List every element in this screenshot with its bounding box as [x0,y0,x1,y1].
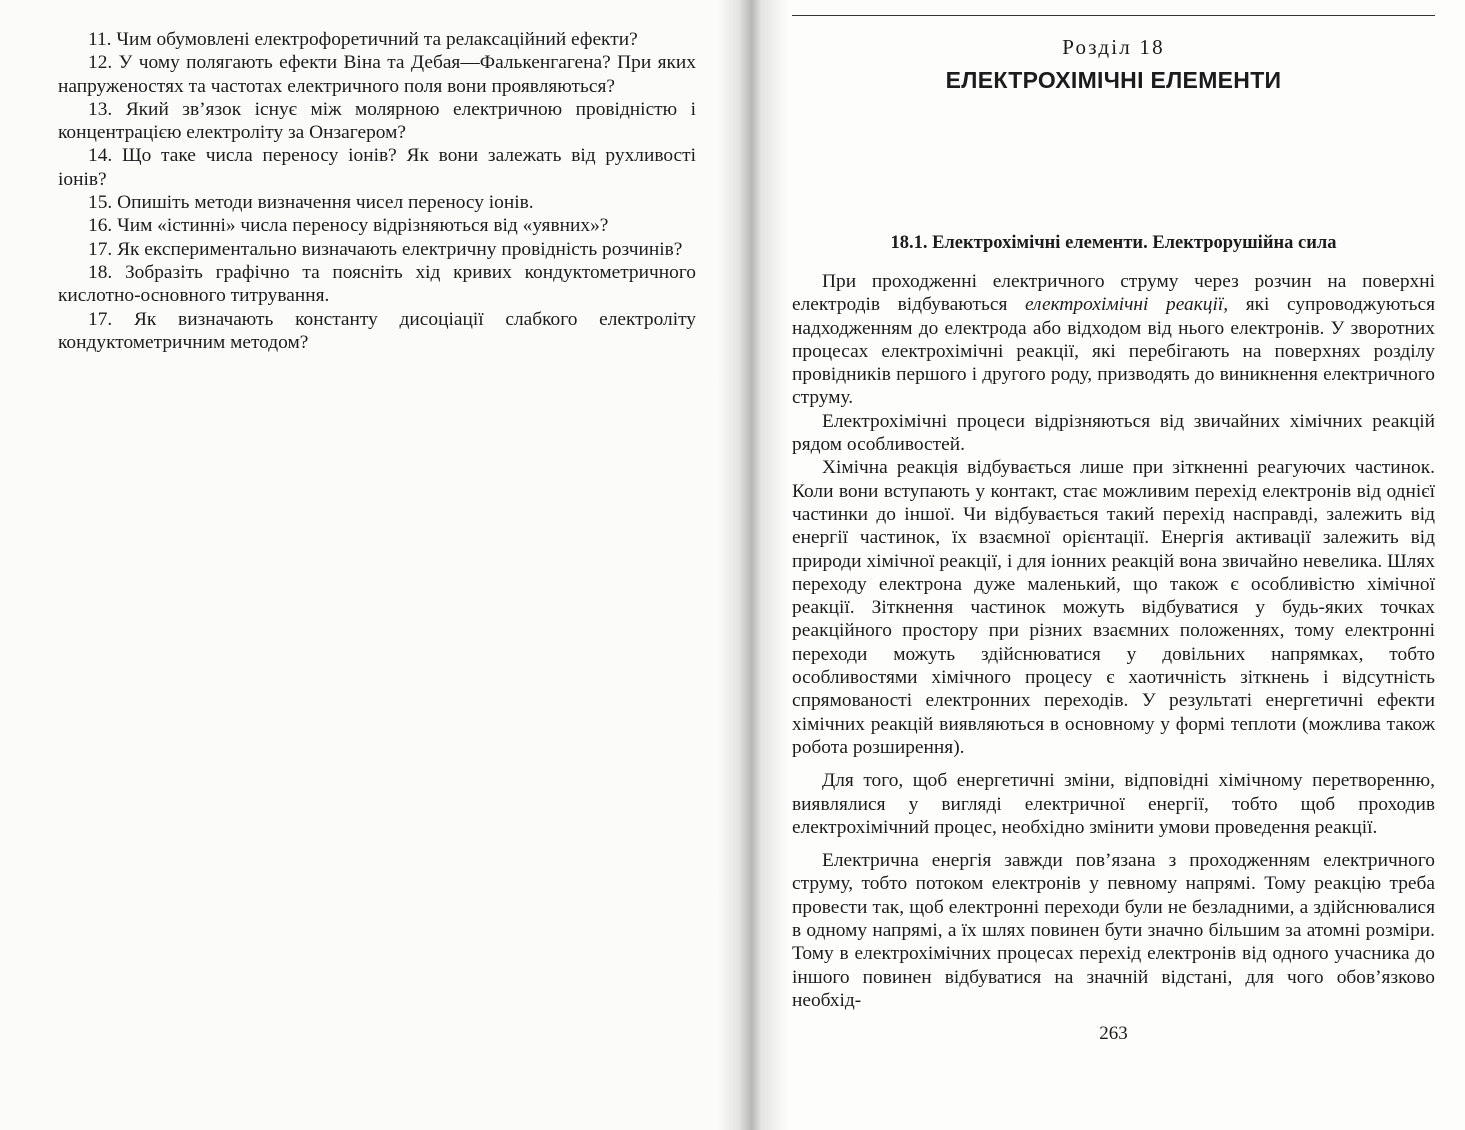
subsection-title: 18.1. Електрохімічні елементи. Електрорушійна сила [890,233,1337,253]
paragraph-1-start: При проходженні електричного струму через розчин на поверхні електродів відбуваються [792,271,1435,316]
question-17-second: 17. Як визначають константу дисоціації слабкого електроліту кондуктометричним методом? [58,308,696,353]
paragraph-1 [792,270,1435,410]
question-15: 15. Опишіть методи визначення чисел переносу іонів. [88,192,534,214]
right-page [735,0,1465,1130]
paragraph-2: Електрохімічні процеси відрізняються від звичайних хімічних реакцій рядом особливостей. [792,410,1435,456]
chapter-title: ЕЛЕКТРОХІМІЧНІ ЕЛЕМЕНТИ [945,67,1282,93]
paragraph-3: Хімічна реакція відбувається лише при зіткненні реагуючих частинок. Коли вони вступають у контакт, стає можливим перехід електронів від однієї частинки до іншої. Чи відбувається такий перехід насправді, залежить від енергії частинок, їх взаємної орієнтації. Енергія активації залежить від природи хімічної реакції, і для іонних реакцій вона звичайно невелика. Шлях переходу електрона дуже маленький, що також є особливістю хімічної реакції. Зіткнення частинок можуть відбуватися у будь-яких точках реакційного простору при різних взаємних положеннях, тому електронні переходи можуть здійснюватися у довільних напрямках, тобто особливостями хімічного процесу є хаотичність зіткнень і відсутність спрямованості електронних переходів. У результаті енергетичні ефекти хімічних реакцій виявляються в основному у формі теплоти (можлива також робота розширення). [792,457,1435,758]
section-label: Розділ 18 [1062,35,1165,59]
question-17: 17. Як експериментально визначають електричну провідність розчинів? [88,238,683,260]
question-12: 12. У чому полягають ефекти Віна та Дебая—Фалькенгагена? При яких напруженостях та частотах електричного поля вони проявляються? [58,52,696,97]
paragraph-1-end: які супроводжуються надходженням до електрода або відходом від нього електронів. У зворотних процесах електрохімічні реакції, які перебігають на поверхнях розділу провідників першого і другого роду, призводять до виникнення електричного струму. [792,294,1435,409]
header-rule [792,15,1435,16]
question-16: 16. Чим «істинні» числа переносу відрізняються від «уявних»? [88,215,609,237]
question-14: 14. Що таке числа переносу іонів? Як вони залежать від рухливості іонів? [58,145,696,190]
term-electrochemical-reactions: електрохімічні реакції, [1024,294,1229,316]
review-questions [58,28,696,354]
paragraph-4: Для того, щоб енергетичні зміни, відповідні хімічному перетворенню, виявлялися у вигляді електричної енергії, тобто щоб проходив електрохімічний процес, необхідно змінити умови проведення реакції. [792,770,1435,838]
page-number: 263 [1099,1023,1128,1045]
paragraph-5: Електрична енергія завжди пов’язана з проходженням електричного струму, тобто потоком електронів у певному напрямі. Тому реакцію треба провести так, щоб електронні переходи були не безладними, а здійснювалися в одному напрямі, а їх шлях повинен бути значно більшим за атомні розміри. Тому в електрохімічних процесах перехід електронів від одного учасника до іншого повинен відбуватися на значній відстані, для чого обов’язково необхід- [792,850,1435,1011]
question-18: 18. Зобразіть графічно та поясніть хід кривих кондуктометричного кислотно-основного титрування. [58,261,696,307]
chapter-content [792,0,1435,1045]
question-13: 13. Який зв’язок існує між молярною електричною провідністю і концентрацією електроліту за Онзагером? [58,98,696,144]
question-11: 11. Чим обумовлені електрофоретичний та релаксаційний ефекти? [88,29,638,50]
